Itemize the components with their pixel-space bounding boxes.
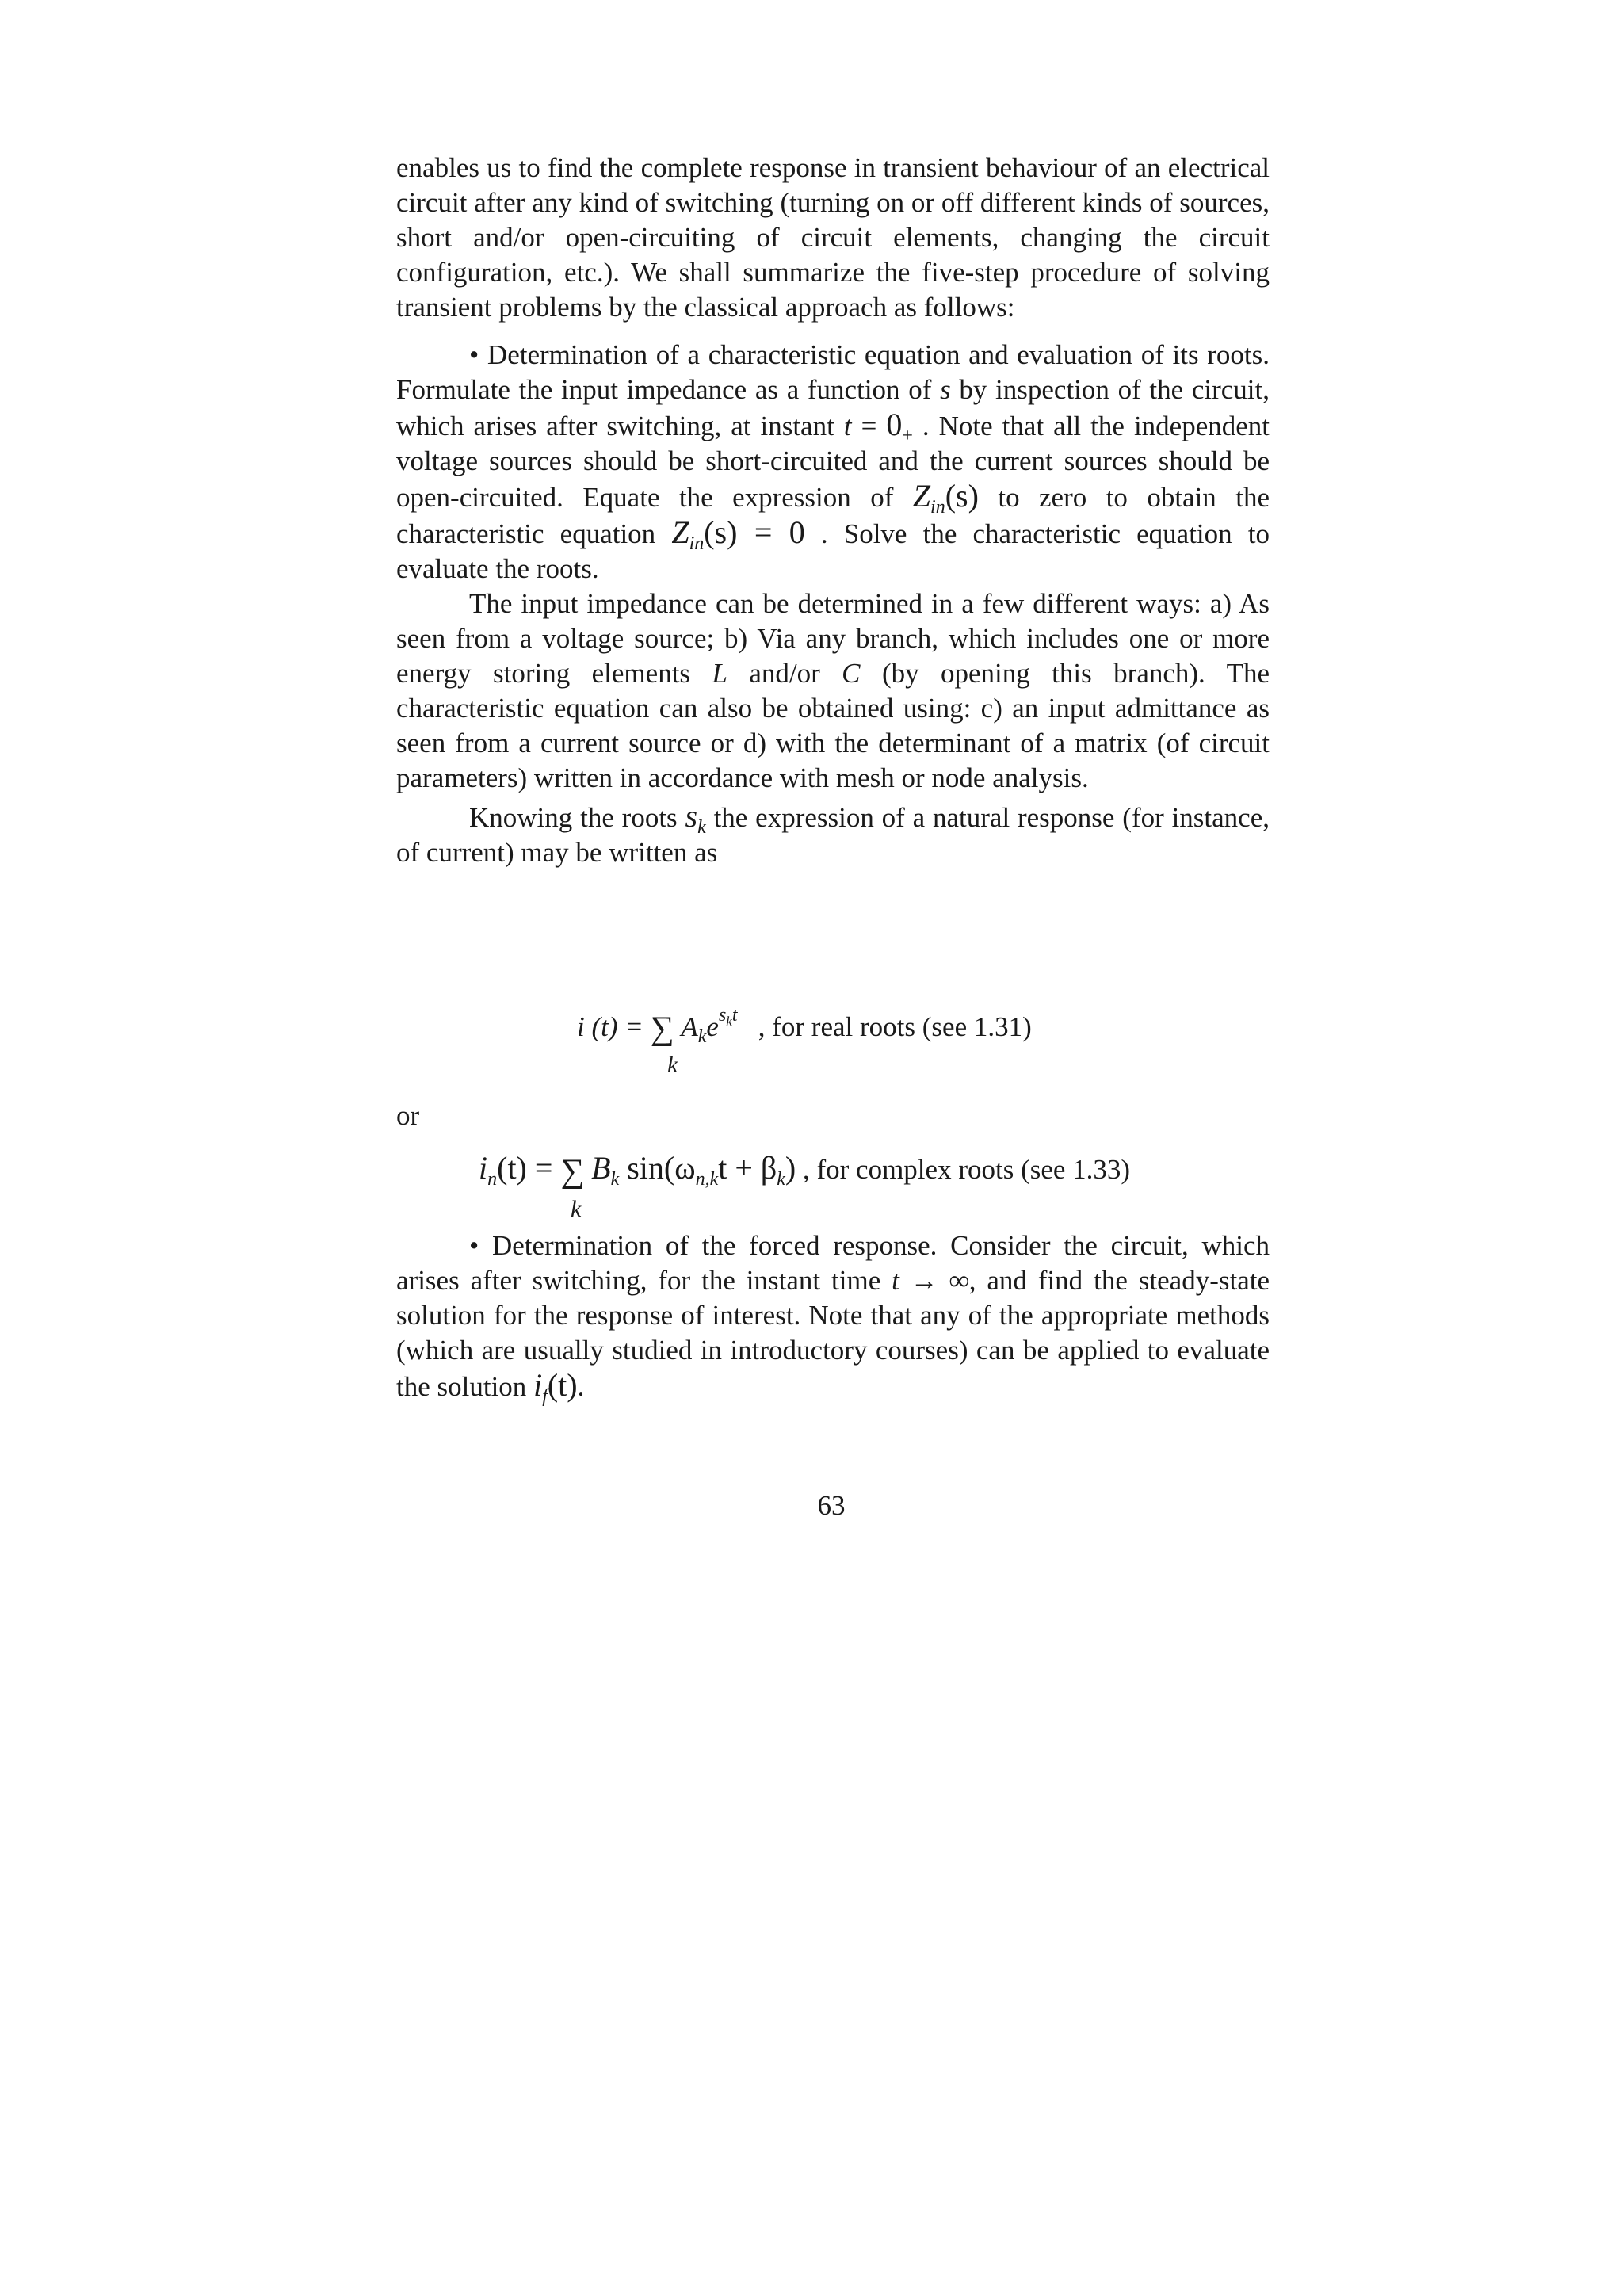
sum-index: k: [571, 1196, 582, 1222]
input-impedance-paragraph: The input impedance can be determined in a few different ways: a) As seen from a voltage source; b) Via any branch, which includes one or more energy storing elements L and/or C (by opening this branch). The characteristic equation can also be obtained using: c) an input admittance as seen from a current source or d) with the determinant of a matrix (of circuit parameters) written in accordance with mesh or node analysis.: [396, 588, 1270, 793]
sum-symbol: ∑: [650, 1010, 674, 1047]
bullet-marker: •: [469, 1230, 479, 1261]
or-connector: or: [396, 1100, 420, 1131]
natural-response-paragraph: Knowing the roots $s_k$ the expression of a natural response (for instance, of current) may be written as: [396, 798, 1270, 868]
page-number: 63: [817, 1490, 846, 1521]
page-body: [396, 151, 1270, 870]
intro-paragraph: enables us to find the complete response in transient behaviour of an electrical circuit after any kind of switching (turning on or off different kinds of sources, short and/or open-circuiting of circuit elements, changing the circuit configuration, etc.). We shall summarize the five-step procedure of solving transient problems by the classical approach as follows:: [396, 152, 1270, 323]
natural-response-equation-complex: $i_n(t)$ = ∑ $B_k$ $\sin(\omega_{n,k}t + \beta_k)$ , for complex roots (see 1.33) k: [479, 1151, 1130, 1187]
forced-response-paragraph: • Determination of the forced response. Consider the circuit, which arises after switching, for the instant time t → ∞, and find the steady-state solution for the response of interest. Note that any of the appropriate methods (which are usually studied in introductory courses) can be applied to evaluate the solution $i_f(t)$.: [396, 1230, 1270, 1407]
sum-index: k: [667, 1052, 678, 1078]
natural-response-equation-real: i (t) = ∑ $A_ke^{s_kt}$ , for real roots (see 1.31) k: [577, 1008, 1032, 1045]
bullet-marker: •: [469, 339, 479, 370]
characteristic-equation-paragraph: • Determination of a characteristic equation and evaluation of its roots. Formulate the input impedance as a function of s by inspection of the circuit, which arises after switching, at instant $t = 0_+$ . Note that all the independent voltage sources should be short-circuited and the current sources should be open-circuited. Equate the expression of $Z_{in}(s)$ to zero to obtain the characteristic equation $Z_{in}(s) = 0$ . Solve the characteristic equation to evaluate the roots.: [396, 339, 1270, 584]
page-body-continued: [396, 1228, 1270, 1407]
sum-symbol: ∑: [560, 1153, 585, 1190]
